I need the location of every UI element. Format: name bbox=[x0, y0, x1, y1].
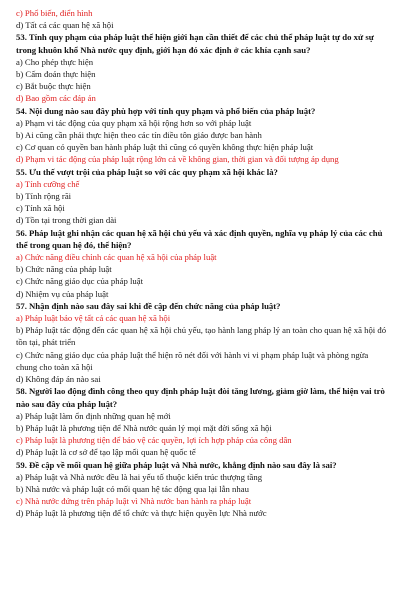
answer-option: d) Tất cả các quan hệ xã hội bbox=[16, 20, 114, 31]
answer-option: c) Chức năng giáo dục của pháp luật thể hiện rõ nét đối với hành vi vi phạm pháp luật và phòng ngừa chung cho toàn xã hội bbox=[16, 349, 369, 372]
answer-option: b) Chức năng của pháp luật bbox=[16, 264, 112, 275]
answer-option: c) Cơ quan có quyền ban hành pháp luật thì cũng có quyền không thực hiện pháp luật bbox=[16, 142, 314, 153]
answer-option-correct: c) Phổ biến, điển hình bbox=[16, 8, 93, 18]
answer-option: b) Pháp luật là phương tiện để Nhà nước quản lý mọi mặt đời sống xã hội bbox=[16, 422, 272, 433]
answer-option: d) Pháp luật là phương tiện để tổ chức và thực hiện quyền lực Nhà nước bbox=[16, 508, 267, 519]
answer-option: a) Pháp luật và Nhà nước đều là hai yếu tố thuộc kiến trúc thượng tầng bbox=[16, 471, 263, 482]
question-text: 55. Ưu thế vượt trội của pháp luật so với các quy phạm xã hội khác là? bbox=[16, 166, 278, 177]
answer-option: d) Không đáp án nào sai bbox=[16, 374, 101, 385]
answer-option-correct: d) Bao gồm các đáp án bbox=[16, 93, 96, 104]
answer-option-correct: a) Pháp luật bảo vệ tất cả các quan hệ xã hội bbox=[16, 313, 171, 324]
answer-option-correct: c) Pháp luật là phương tiện để bảo vệ các quyền, lợi ích hợp pháp của công dân bbox=[16, 435, 292, 446]
question-text: 56. Pháp luật ghi nhận các quan hệ xã hội chủ yếu và xác định quyền, nghĩa vụ pháp lý của các chủ thể trong quan hệ đó, thể hiện? bbox=[16, 227, 383, 250]
answer-option: c) Chức năng giáo dục của pháp luật bbox=[16, 276, 144, 287]
answer-option: b) Ai cũng cần phải thực hiện theo các tín điều tôn giáo được ban hành bbox=[16, 130, 262, 141]
answer-option-correct: c) Nhà nước đứng trên pháp luật vì Nhà nước ban hành ra pháp luật bbox=[16, 496, 252, 507]
answer-option-correct: a) Chức năng điều chỉnh các quan hệ xã hội của pháp luật bbox=[16, 252, 217, 263]
question-text: 53. Tính quy phạm của pháp luật thể hiện giới hạn cần thiết để các chủ thể pháp luật tự do xử sự trong khuôn khổ Nhà nước quy định, giới hạn đó xác định ở các khía cạnh sau? bbox=[16, 32, 374, 55]
answer-option: d) Tồn tại trong thời gian dài bbox=[16, 215, 117, 226]
answer-option: d) Pháp luật là cơ sở để tạo lập mối quan hệ quốc tế bbox=[16, 447, 196, 458]
answer-option: b) Pháp luật tác động đến các quan hệ xã hội chủ yếu, tạo hành lang pháp lý an toàn cho quan hệ xã hội đó tồn tại, phát triển bbox=[16, 325, 387, 348]
answer-option: c) Tính xã hội bbox=[16, 203, 65, 214]
answer-option: a) Pháp luật làm ổn định những quan hệ mới bbox=[16, 410, 171, 421]
answer-option: b) Nhà nước và pháp luật có mối quan hệ tác động qua lại lẫn nhau bbox=[16, 483, 249, 494]
answer-option: b) Cấm đoán thực hiện bbox=[16, 69, 96, 80]
answer-option: d) Nhiệm vụ của pháp luật bbox=[16, 288, 109, 299]
answer-option-correct: a) Tính cưỡng chế bbox=[16, 178, 80, 189]
question-text: 57. Nhận định nào sau đây sai khi đề cập đến chức năng của pháp luật? bbox=[16, 300, 281, 311]
answer-option: c) Bắt buộc thực hiện bbox=[16, 81, 91, 92]
answer-option: a) Phạm vi tác động của quy phạm xã hội rộng hơn so với pháp luật bbox=[16, 117, 252, 128]
question-text: 59. Đề cập về mối quan hệ giữa pháp luật và Nhà nước, khẳng định nào sau đây là sai? bbox=[16, 459, 337, 470]
question-text: 54. Nội dung nào sau đây phù hợp với tính quy phạm và phổ biến của pháp luật? bbox=[16, 105, 316, 116]
question-text: 58. Người lao động đình công theo quy định pháp luật đòi tăng lương, giảm giờ làm, thể hiện vai trò nào sau đây của pháp luật? bbox=[16, 386, 385, 409]
answer-option-correct: d) Phạm vi tác động của pháp luật rộng lớn cả về không gian, thời gian và đối tượng áp dụng bbox=[16, 154, 339, 165]
answer-option: a) Cho phép thực hiện bbox=[16, 56, 94, 67]
answer-option: b) Tính rộng rãi bbox=[16, 191, 72, 202]
